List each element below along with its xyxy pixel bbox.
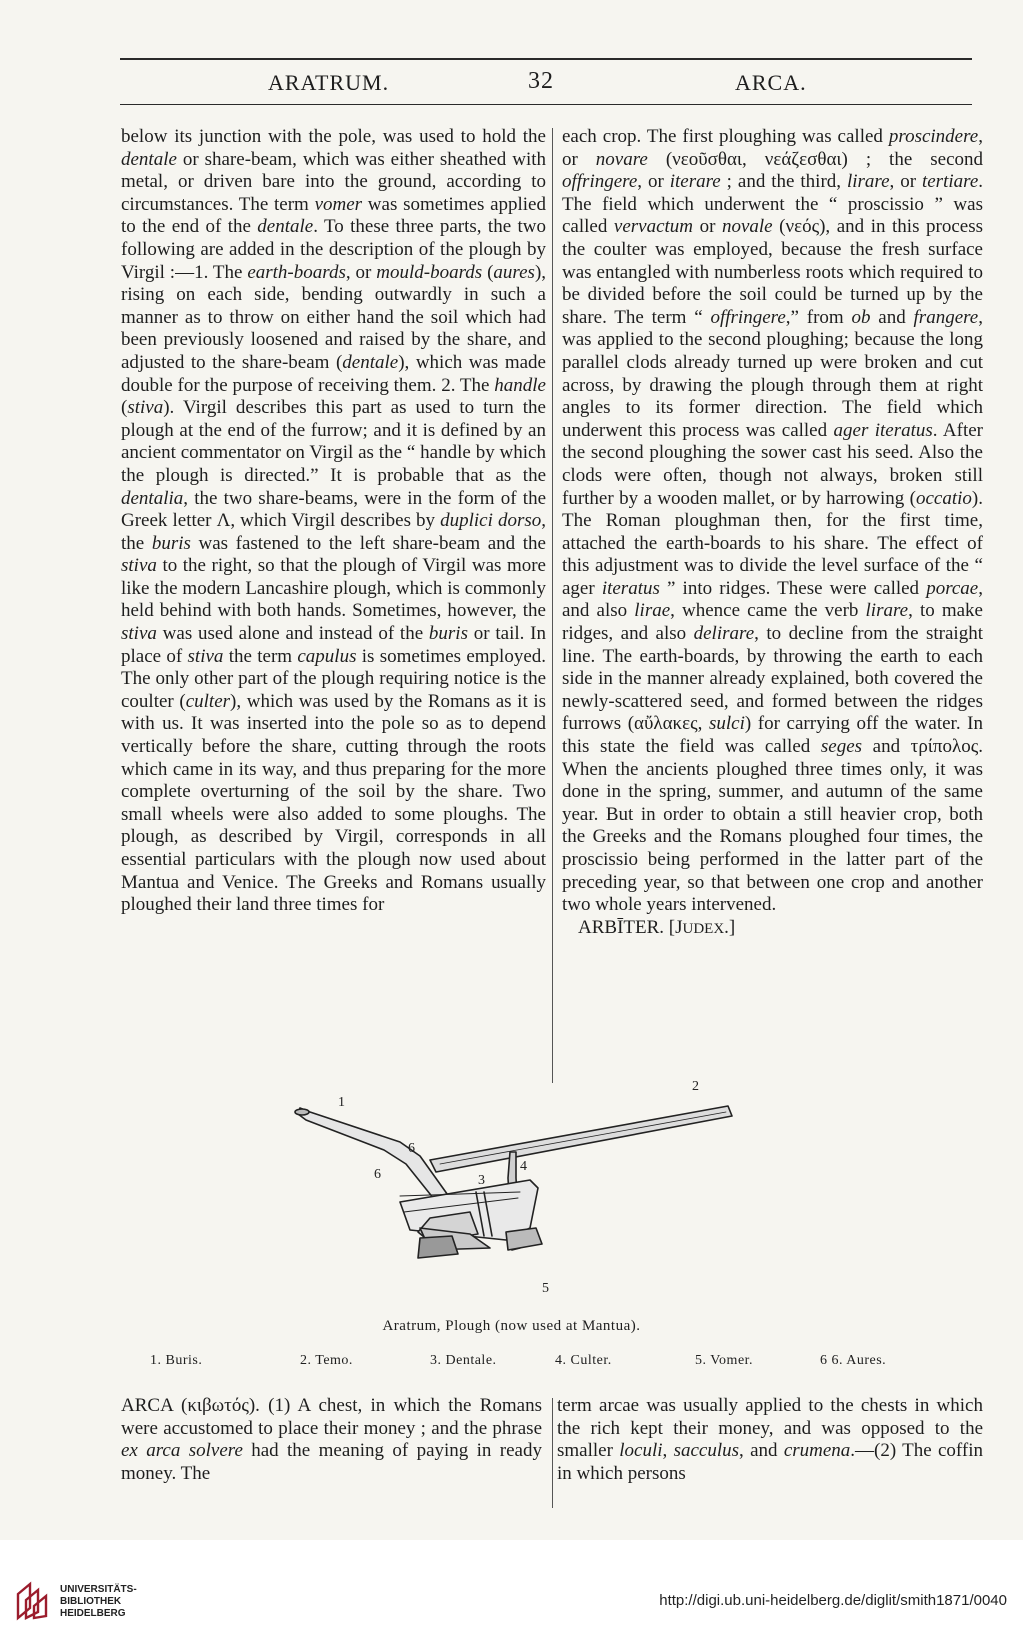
library-logo-icon[interactable] [14,1580,54,1620]
column-divider [552,128,553,1083]
column-divider [552,1398,553,1508]
text-column-left [121,126,546,1094]
figure-label-2: 2 [692,1079,699,1094]
legend-item: 5. Vomer. [695,1353,754,1368]
header-bottom-rule [120,104,972,105]
sole-shape [418,1236,458,1258]
figure-label-5: 5 [542,1281,549,1296]
running-head-right: ARCA. [735,70,807,95]
entry-heading-arbiter: ARBĪTER. [JUDEX.] [578,916,736,938]
paragraph: ARCA (κιβωτός). (1) A chest, in which the Romans were accustomed to place their money ; and the phrase ex arca solvere had the meaning of paying in ready money. The [121,1395,542,1484]
paragraph: below its junction with the pole, was used to hold the dentale or share-beam, which was either sheathed with metal, or driven bare into the ground, according to circumstances. The term vomer was sometimes applied to the end of the dentale. To these three parts, the two following are added in the description of the plough by Virgil :—1. The earth-boards, or mould-boards (aures), rising on each side, bending outwardly in such a manner as to throw on either hand the soil which had been previously loosened and raised by the share, and adjusted to the share-beam (dentale), which was made double for the purpose of receiving them. 2. The handle (stiva). Virgil describes this part as used to turn the plough at the end of the furrow; and it is defined by an ancient commentator on Virgil as the “ handle by which the plough is directed.” It is probable that as the dentalia, the two share-beams, were in the form of the Greek letter Λ, which Virgil describes by duplici dorso, the buris was fastened to the left share-beam and the stiva to the right, so that the plough of Virgil was more like the modern Lancashire plough, which is commonly held behind with both hands. Sometimes, however, the stiva was used alone and instead of the buris or tail. In place of stiva the term capulus is sometimes employed. The only other part of the plough requiring notice is the coulter (culter), which was used by the Romans as it is with us. It was inserted into the pole so as to depend vertically before the share, cutting through the roots which came in its way, and thus preparing for the more complete overturning of the soil by the share. Two small wheels were also added to some ploughs. The plough, as described by Virgil, corresponds in all essential particulars with the plough now used about Mantua and Venice. The Greeks and Romans usually ploughed their land three times for [121,126,547,916]
page-number: 32 [528,68,554,94]
plough-illustration [280,1079,780,1298]
text-column-right [562,126,983,1094]
figure-label-6: 6 [408,1141,415,1156]
footer-bar [0,1540,1023,1651]
figure-label-4: 4 [520,1159,527,1174]
share-shape [506,1228,542,1250]
library-name: UNIVERSITÄTS- BIBLIOTHEK HEIDELBERG [60,1584,137,1619]
legend-item: 3. Dentale. [430,1353,497,1368]
figure-label-3: 3 [478,1173,485,1188]
figure-label-6b: 6 [374,1167,381,1182]
running-head-left: ARATRUM. [268,70,390,95]
paragraph: term arcae was usually applied to the chests in which the rich kept their money, and was opposed to the smaller loculi, sacculus, and crumena.—(2) The coffin in which persons [557,1395,984,1484]
paragraph: each crop. The first ploughing was called proscindere, or novare (νεοῦσθαι, νεάζεσθαι) ; the second offringere, or iterare ; and the third, lirare, or tertiare. The field which underwent the “ proscissio ” was called vervactum or novale (νεός), and in this process the coulter was employed, because the fresh surface was entangled with numberless roots which required to be divided before the soil could be turned up by the share. The term “ offringere,” from ob and frangere, was applied to the second ploughing; because the long parallel clods already turned up were broken and cut across, by drawing the plough through them at right angles to its former direction. The field which underwent this process was called ager iteratus. After the second ploughing the sower cast his seed. Also the clods were often, though not always, broken still further by a wooden mallet, or by harrowing (occatio). The Roman ploughman then, for the first time, attached the earth-boards to his share. The effect of this adjustment was to divide the level surface of the “ ager iteratus ” into ridges. These were called porcae, and also lirae, whence came the verb lirare, to make ridges, and also delirare, to decline from the straight line. The earth-boards, by throwing the earth to each side in the manner already explained, both covered the newly-scattered seed, and formed between the ridges furrows (αὔλακες, sulci) for carrying off the water. In this state the field was called seges and τρίπολος. When the ancients ploughed three times only, it was done in the spring, summer, and autumn of the same year. But in order to obtain a still heavier crop, both the Greeks and the Romans ploughed four times, the proscissio being performed in the latter part of the preceding year, so that between one crop and another two whole years intervened. [562,126,984,916]
legend-item: 4. Culter. [555,1353,612,1368]
text-column-bottom-left [121,1395,542,1510]
legend-item: 2. Temo. [300,1353,353,1368]
legend-item: 6 6. Aures. [820,1353,887,1368]
figure-label-1: 1 [338,1095,345,1110]
header-top-rule [120,58,972,60]
figure-caption: Aratrum, Plough (now used at Mantua). [382,1318,641,1334]
handle-shape [298,1108,450,1204]
legend-item: 1. Buris. [150,1353,203,1368]
source-url-link[interactable]: http://digi.ub.uni-heidelberg.de/diglit/smith1871/0040 [659,1592,1007,1609]
pole-shape [430,1106,732,1172]
text-column-bottom-right [557,1395,983,1510]
